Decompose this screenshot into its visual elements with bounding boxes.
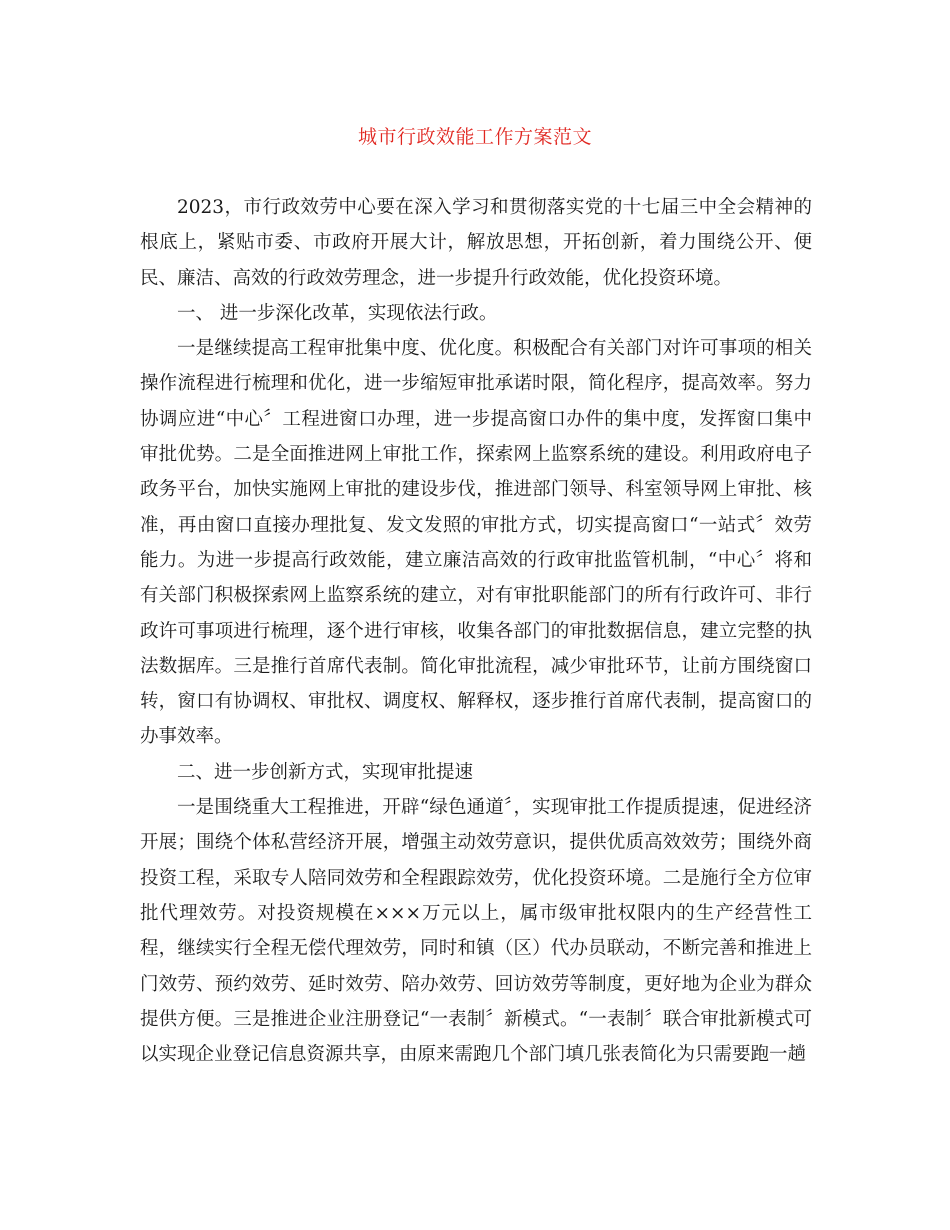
document-body [140, 190, 812, 1072]
section-2-paragraph: 一是围绕重大工程推进，开辟“绿色通道〞，实现审批工作提质提速，促进经济开展；围绕个体私营经济开展，增强主动效劳意识，提供优质高效效劳；围绕外商投资工程，采取专人陪同效劳和全程跟踪效劳，优化投资环境。二是施行全方位审批代理效劳。对投资规模在×××万元以上，属市级审批权限内的生产经营性工程，继续实行全程无偿代理效劳，同时和镇（区）代办员联动，不断完善和推进上门效劳、预约效劳、延时效劳、陪办效劳、回访效劳等制度，更好地为企业为群众提供方便。三是推进企业注册登记“一表制〞新模式。“一表制〞联合审批新模式可以实现企业登记信息资源共享，由原来需跑几个部门填几张表简化为只需要跑一趟 [140, 797, 812, 1066]
intro-paragraph: 2023，市行政效劳中心要在深入学习和贯彻落实党的十七届三中全会精神的根底上，紧贴市委、市政府开展大计，解放思想，开拓创新，着力围绕公开、便民、廉洁、高效的行政效劳理念，进一步提升行政效能，优化投资环境。 [140, 197, 812, 289]
section-1-paragraph: 一是继续提高工程审批集中度、优化度。积极配合有关部门对许可事项的相关操作流程进行梳理和优化，进一步缩短审批承诺时限，简化程序，提高效率。努力协调应进“中心〞工程进窗口办理，进一步提高窗口办件的集中度，发挥窗口集中审批优势。二是全面推进网上审批工作，探索网上监察系统的建设。利用政府电子政务平台，加快实施网上审批的建设步伐，推进部门领导、科室领导网上审批、核准，再由窗口直接办理批复、发文发照的审批方式，切实提高窗口“一站式〞效劳能力。为进一步提高行政效能，建立廉洁高效的行政审批监管机制，“中心〞将和有关部门积极探索网上监察系统的建立，对有审批职能部门的所有行政许可、非行政许可事项进行梳理，逐个进行审核，收集各部门的审批数据信息，建立完整的执法数据库。三是推行首席代表制。简化审批流程，减少审批环节，让前方围绕窗口转，窗口有协调权、审批权、调度权、解释权，逐步推行首席代表制，提高窗口的办事效率。 [140, 338, 812, 748]
document-title: 城市行政效能工作方案范文 [357, 126, 592, 148]
section-heading-1: 一、 进一步深化改革，实现依法行政。 [177, 302, 498, 324]
section-heading-2: 二、进一步创新方式，实现审批提速 [177, 761, 474, 783]
